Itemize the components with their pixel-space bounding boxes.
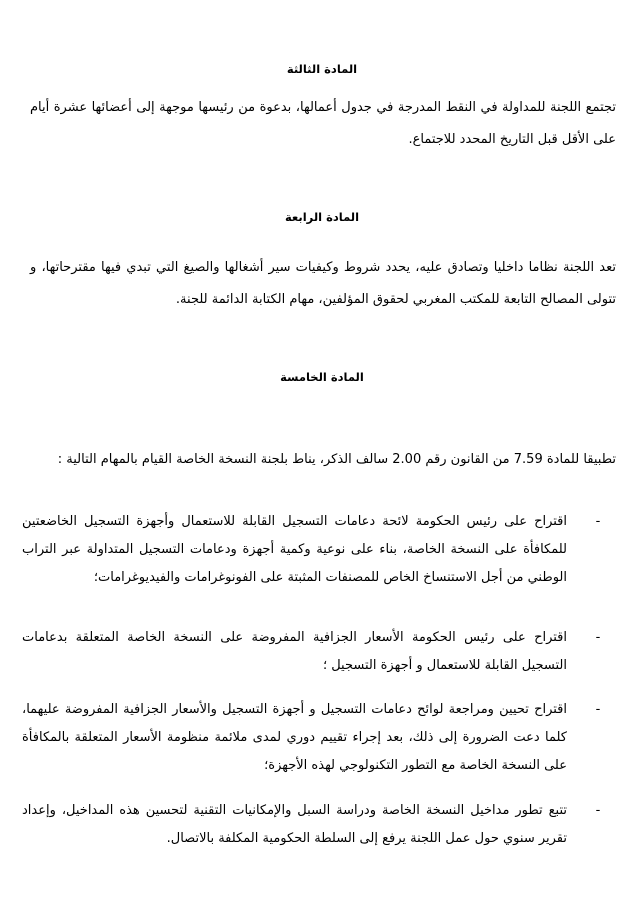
list-item-2: اقتراح على رئيس الحكومة الأسعار الجزافية المفروضة على النسخة الخاصة المتعلقة بدعامات التسجيل القابلة للاستعمال و أجهزة التسجيل ؛ xyxy=(22,630,567,673)
article-3-heading: المادة الثالثة xyxy=(286,62,358,76)
article-4-text: تعد اللجنة نظاما داخليا وتصادق عليه، يحدد شروط وكيفيات سير أشغالها والصيغ التي تبدي فيها مقترحاتها، و تتولى المصالح التابعة للمكتب المغربي لحقوق المؤلفين، مهام الكتابة الدائمة للجنة. xyxy=(30,260,616,307)
list-bullet: - xyxy=(595,803,601,818)
article-5-heading: المادة الخامسة xyxy=(280,370,364,384)
list-item-4: تتبع تطور مداخيل النسخة الخاصة ودراسة السبل والإمكانيات التقنية لتحسين هذه المداخيل، وإعداد تقرير سنوي حول عمل اللجنة يرفع إلى السلطة الحكومية المكلفة بالاتصال. xyxy=(22,803,567,846)
list-bullet: - xyxy=(595,702,601,717)
article-5-intro: تطبيقا للمادة 7.59 من القانون رقم 2.00 سالف الذكر، يناط بلجنة النسخة الخاصة القيام بالمهام التالية : xyxy=(57,452,616,467)
article-4-heading: المادة الرابعة xyxy=(284,210,360,224)
list-bullet: - xyxy=(595,514,601,529)
list-bullet: - xyxy=(595,630,601,645)
list-item-1: اقتراح على رئيس الحكومة لائحة دعامات التسجيل القابلة للاستعمال وأجهزة التسجيل الخاضعتين للمكافأة على النسخة الخاصة، بناء على نوعية وكمية أجهزة ودعامات التسجيل المتداولة عبر التراب الوطني من أجل الاستنساخ الخاص للمصنفات المثبتة على الفونوغرامات والفيديوغرامات؛ xyxy=(22,514,567,585)
list-item-3: اقتراح تحيين ومراجعة لوائح دعامات التسجيل و أجهزة التسجيل والأسعار الجزافية المفروضة عليهما، كلما دعت الضرورة إلى ذلك، بعد إجراء تقييم دوري لمدى ملائمة منظومة الأسعار المتعلقة بالمكافأة على النسخة الخاصة مع التطور التكنولوجي لهذه الأجهزة؛ xyxy=(22,702,567,773)
article-3-text: تجتمع اللجنة للمداولة في النقط المدرجة في جدول أعمالها، بدعوة من رئيسها موجهة إلى أعضائها عشرة أيام على الأقل قبل التاريخ المحدد للاجتماع. xyxy=(30,100,616,147)
